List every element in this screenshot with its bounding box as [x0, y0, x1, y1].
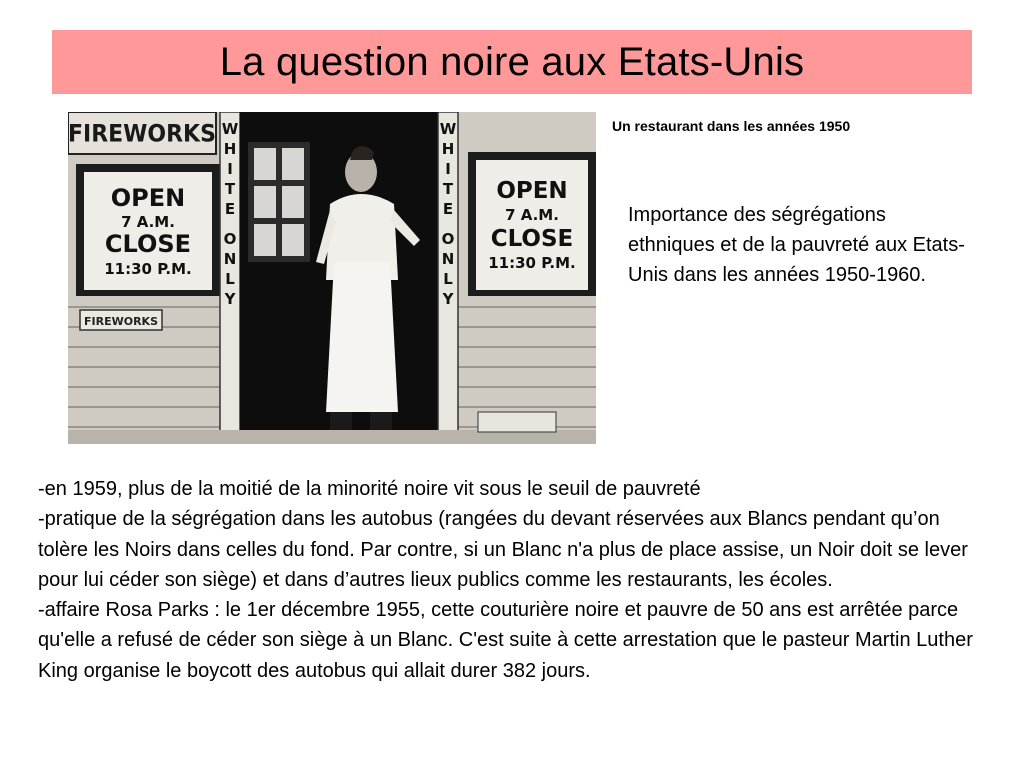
paragraph-segregation: -pratique de la ségrégation dans les autobus (rangées du devant réservées aux Blancs pendant qu’on tolère les Noirs dans celles du fond. Par contre, si un Blanc n'a plus de place assise, un Noir doit se lever pour lui céder son siège) et dans d’autres lieux publics comme les restaurants, les écoles. — [38, 508, 968, 591]
window-right-hours-close: 11:30 P.M. — [488, 254, 576, 272]
slide-title: La question noire aux Etats-Unis — [219, 39, 805, 84]
intro-text: Importance des ségrégations ethniques et de la pauvreté aux Etats-Unis dans les années 1950-1960. — [628, 204, 965, 286]
photo-caption: Un restaurant dans les années 1950 — [612, 118, 851, 134]
fireworks-small-sign: FIREWORKS — [84, 315, 158, 328]
svg-text:O: O — [223, 230, 237, 248]
svg-text:E: E — [442, 200, 454, 218]
title-bar — [52, 30, 972, 94]
svg-text:W: W — [439, 120, 457, 138]
window-right-open: OPEN — [496, 178, 568, 204]
svg-text:N: N — [441, 250, 455, 268]
svg-text:L: L — [443, 270, 453, 288]
window-left-open: OPEN — [110, 184, 186, 212]
svg-text:I: I — [227, 160, 233, 178]
window-left-hours-close: 11:30 P.M. — [104, 260, 192, 278]
svg-text:H: H — [223, 140, 237, 158]
paragraph-rosa-parks: -affaire Rosa Parks : le 1er décembre 1955, cette couturière noire et pauvre de 50 ans est arrêtée parce qu'elle a refusé de céder son siège à un Blanc. C'est suite à cette arrestation que le pasteur Martin Luther King organise le boycott des autobus qui allait durer 382 jours. — [38, 599, 973, 682]
svg-text:Y: Y — [224, 290, 236, 308]
svg-text:Y: Y — [442, 290, 454, 308]
fireworks-sign: FIREWORKS — [68, 120, 216, 148]
window-right-close: CLOSE — [490, 226, 574, 252]
svg-text:I: I — [445, 160, 451, 178]
restaurant-photo — [68, 112, 596, 444]
svg-text:T: T — [442, 180, 454, 198]
svg-text:E: E — [224, 200, 236, 218]
svg-text:W: W — [221, 120, 239, 138]
window-left-close: CLOSE — [104, 230, 192, 258]
svg-text:H: H — [441, 140, 455, 158]
svg-text:L: L — [225, 270, 235, 288]
window-left-hours-open: 7 A.M. — [121, 213, 175, 231]
paragraph-poverty: -en 1959, plus de la moitié de la minorité noire vit sous le seuil de pauvreté — [38, 478, 701, 500]
body-text — [38, 474, 988, 686]
svg-text:N: N — [223, 250, 237, 268]
svg-text:O: O — [441, 230, 455, 248]
svg-text:T: T — [224, 180, 236, 198]
window-right-hours-open: 7 A.M. — [505, 206, 559, 224]
